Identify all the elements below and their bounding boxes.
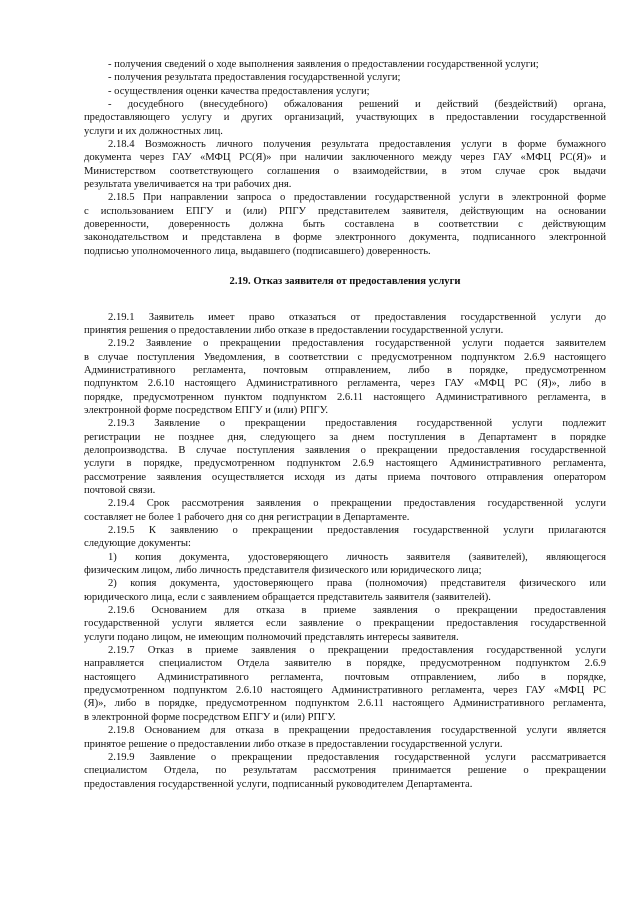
text-line: документа через ГАУ «МФЦ РС(Я)» при наличии заключенного между через ГАУ «МФЦ РС(Я)» и <box>84 152 606 164</box>
text-line: принятое решение о предоставлении либо отказе в предоставлении государственной услуги. <box>84 738 503 750</box>
text-line: электронной форме посредством ЕПГУ и (или) РПГУ. <box>84 404 329 416</box>
text-line: 2.19.9 Заявление о прекращении предоставления государственной услуги рассматривается <box>108 751 606 763</box>
text-line: 1) копия документа, удостоверяющего личность заявителя (заявителей), являющегося <box>108 551 606 563</box>
text-line: 2.19.2 Заявление о прекращении предоставления государственной услуги подается заявителем <box>108 338 606 350</box>
text-line: в электронной форме посредством ЕПГУ и (или) РПГУ. <box>84 711 336 723</box>
text-line: 2.18.5 При направлении запроса о предоставлении государственной услуги в электронной форме <box>108 192 606 204</box>
text-line: с использованием ЕПГУ и (или) РПГУ представителем заявителя, действующим на основании <box>84 205 606 217</box>
text-line: результата увеличивается на три рабочих дня. <box>84 179 292 191</box>
text-line: 2.19.3 Заявление о прекращении предоставления государственной услуги подлежит <box>108 418 606 430</box>
text-line: предоставления государственной услуги, подписанный руководителем Департамента. <box>84 778 473 790</box>
text-line: 2.19.4 Срок рассмотрения заявления о прекращении предоставления государственной услуги <box>108 498 606 510</box>
text-line: рассмотрение заявления осуществляется исходя из даты приема почтового отправления оператором <box>84 471 606 483</box>
text-line: 2.19.1 Заявитель имеет право отказаться от предоставления государственной услуги до <box>108 311 606 323</box>
text-line: услуги подано лицом, не имеющим полномочий представлять интересы заявителя. <box>84 631 459 643</box>
text-line: услуги в порядке, предусмотренном подпунктом 2.6.9 настоящего Административного регламента, <box>84 458 606 470</box>
text-line: 2.19.7 Отказ в приеме заявления о прекращении предоставления государственной услуги <box>108 645 606 657</box>
text-line: предусмотренном подпунктом 2.6.10 настоящего Административного регламента, через ГАУ «МФЦ РС <box>84 685 606 697</box>
text-line: доверенности, доверенность должна быть составлена в соответствии с действующим <box>84 219 606 231</box>
text-line: делопроизводства. В случае поступления заявления о прекращении предоставления государственной <box>84 444 606 456</box>
text-line: 2.19.8 Основанием для отказа в прекращении предоставления государственной услуги является <box>108 725 606 737</box>
section-body-block <box>84 311 606 791</box>
text-line: настоящего Административного регламента, почтовым отправлением, либо в порядке, <box>84 671 606 683</box>
text-line: 2.19.5 К заявлению о прекращении предоставления государственной услуги прилагаются <box>108 525 606 536</box>
text-line: почтовой связи. <box>84 484 156 496</box>
text-line: 2.19.6 Основанием для отказа в приеме заявления о прекращении предоставления <box>108 605 606 617</box>
text-line: Административного регламента, почтовым отправлением, либо в порядке, предусмотренном <box>84 364 606 376</box>
text-line: (Я)», либо в порядке, предусмотренном подпунктом 2.6.11 настоящего Административного регламента, <box>84 698 606 710</box>
text-line: Министерством соответствующего соглашения о взаимодействии, в этом случае срок выдачи <box>84 165 606 177</box>
text-line: услуги и их должностных лиц. <box>84 125 223 137</box>
text-line: государственной услуги является если заявление о прекращении предоставления государственной <box>84 618 606 630</box>
text-line: направляется специалистом Отдела заявителю в порядке, предусмотренном подпунктом 2.6.9 <box>84 658 606 670</box>
text-line: - получения сведений о ходе выполнения заявления о предоставлении государственной услуги; <box>108 59 539 70</box>
text-line: в случае поступления Уведомления, в соответствии с предусмотренном подпунктом 2.6.9 настоящего <box>84 351 606 363</box>
text-line: регистрации не позднее дня, следующего за днем поступления в Департамент в порядке <box>84 431 606 443</box>
text-line: юридического лица, если с заявлением обращается представитель заявителя (заявителей). <box>84 591 491 603</box>
text-line: физическим лицом, либо личность представителя физического или юридического лица; <box>84 565 482 577</box>
text-line: законодательством и представлена в форме электронного документа, подписанного электронной <box>84 232 606 244</box>
text-line: предоставляющего услугу и других организаций, участвующих в предоставлении государственной <box>84 112 606 124</box>
top-text-block <box>84 58 606 258</box>
text-line: - осуществления оценки качества предоставления услуги; <box>108 85 370 97</box>
text-line: 2.18.4 Возможность личного получения результата предоставления услуги в форме бумажного <box>108 139 606 151</box>
text-line: 2) копия документа, удостоверяющего права (полномочия) представителя физического или <box>108 578 606 590</box>
text-line: специалистом Отдела, по результатам рассмотрения принимается решение о прекращении <box>84 765 606 777</box>
text-line: - досудебного (внесудебного) обжалования решений и действий (бездействий) органа, <box>108 99 606 111</box>
text-line: - получения результата предоставления государственной услуги; <box>108 72 401 84</box>
text-line: следующие документы: <box>84 538 191 550</box>
text-line: составляет не более 1 рабочего дня со дня регистрации в Департаменте. <box>84 511 410 523</box>
text-line: принятия решения о предоставлении либо отказе в предоставлении государственной услуги. <box>84 324 504 336</box>
section-heading: 2.19. Отказ заявителя от предоставления услуги <box>229 276 461 288</box>
text-line: подпунктом 2.6.10 настоящего Административного регламента, через ГАУ «МФЦ РС (Я)», либо в <box>84 378 606 390</box>
text-line: подписью уполномоченного лица, выдавшего (подписавшего) доверенность. <box>84 245 431 257</box>
text-line: порядке, предусмотренном пунктом подпунктом 2.6.11 настоящего Административного регламента, в <box>84 391 606 403</box>
